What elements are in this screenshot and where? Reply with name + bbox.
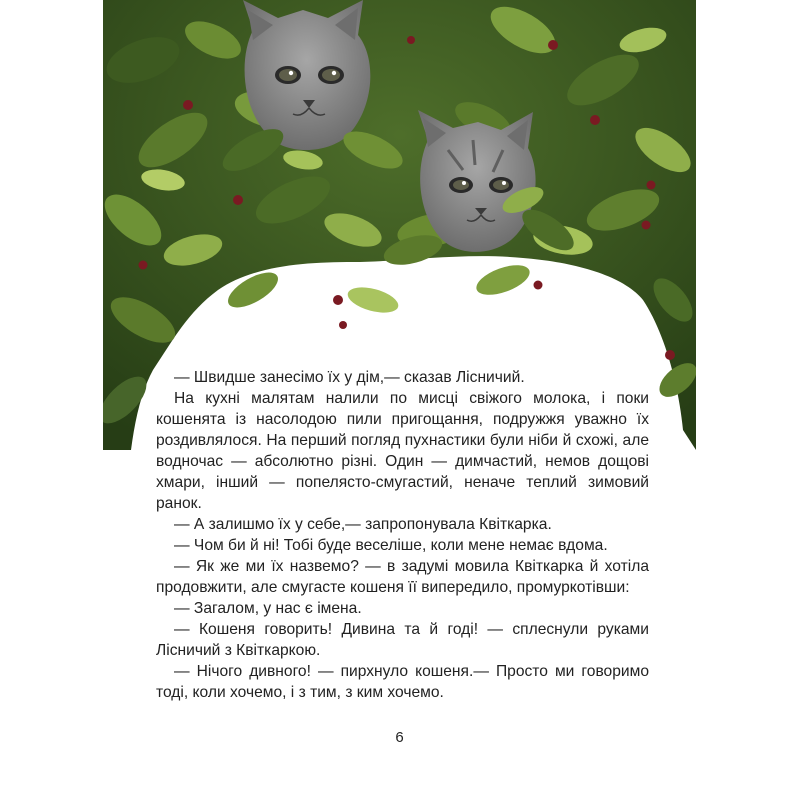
story-text bbox=[156, 367, 649, 703]
paragraph: — Загалом, у нас є імена. bbox=[174, 600, 362, 617]
paragraph: — Як же ми їх назвемо? — в задумі мовила Квіткарка й хотіла продовжити, але смугасте кошеня її випередило, промуркотівши: bbox=[156, 558, 649, 596]
paragraph: — А залишмо їх у себе,— запропонувала Квіткарка. bbox=[174, 516, 552, 533]
paragraph: На кухні малятам налили по мисці свіжого молока, і поки кошенята із насолодою пили пригощання, подружжя уважно їх роздивлялося. На перший погляд пухнастики були ніби й схожі, але водночас — абсолютно різні. Один — димчастий, немов дощові хмари, інший — попелясто-смугастий, неначе теплий зимовий ранок. bbox=[156, 390, 649, 512]
paragraph: — Нічого дивного! — пирхнуло кошеня.— Просто ми говоримо тоді, коли хочемо, і з тим, з ким хочемо. bbox=[156, 663, 649, 701]
paragraph: — Швидше занесімо їх у дім,— сказав Лісничий. bbox=[174, 369, 525, 386]
paragraph: — Кошеня говорить! Дивина та й годі! — сплеснули руками Лісничий з Квіткаркою. bbox=[156, 621, 649, 659]
smoky-kitten bbox=[243, 0, 370, 150]
book-page bbox=[103, 0, 696, 800]
paragraph: — Чом би й ні! Тобі буде веселіше, коли мене немає вдома. bbox=[174, 537, 608, 554]
page-number: 6 bbox=[395, 729, 404, 746]
striped-kitten bbox=[418, 110, 536, 252]
